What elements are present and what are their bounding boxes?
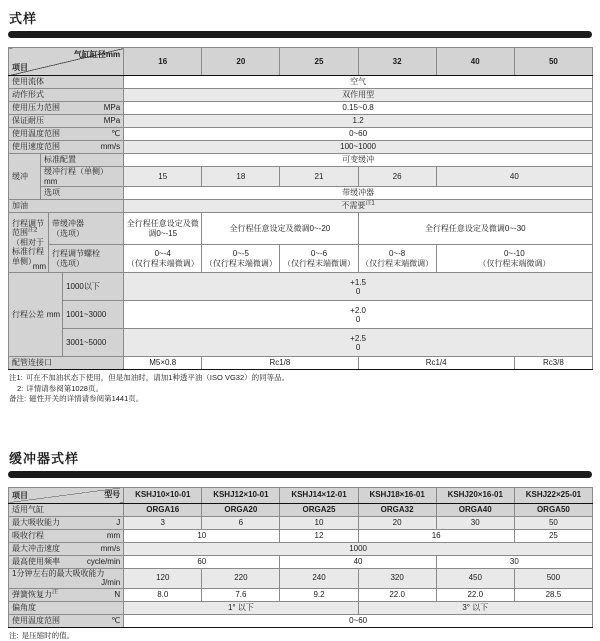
spring-note-ref: 注 xyxy=(52,589,59,596)
cushion-stroke-label: 缓冲行程（单侧）mm xyxy=(41,167,124,187)
tolerance-value-3: +2.5 0 xyxy=(124,329,593,357)
piping-20-25: Rc1/8 xyxy=(202,357,358,370)
row-max-energy xyxy=(9,516,593,529)
temp-unit: ℃ xyxy=(111,129,121,139)
fluid-value: 空气 xyxy=(124,76,593,89)
energy-3: 10 xyxy=(280,516,358,529)
spring-5: 22.0 xyxy=(436,588,514,601)
absorb-2: 220 xyxy=(202,568,280,588)
piping-50: Rc3/8 xyxy=(514,357,592,370)
cushion-section-bar xyxy=(8,471,592,478)
cushion-header-row xyxy=(9,487,593,503)
proof-label: 保证耐压 MPa xyxy=(9,115,124,128)
spec-notes xyxy=(9,373,592,405)
action-value: 双作用型 xyxy=(124,89,593,102)
cyl-3: ORGA25 xyxy=(280,503,358,516)
adjust-group-label: 行程调节范围$^{注2}$（相对于标准行程单侧） mm xyxy=(9,213,49,273)
temp-value: 0~60 xyxy=(124,128,593,141)
cushion-stroke-40-50: 40 xyxy=(436,167,592,187)
cushion-note: 注: 是压缩时的值。 xyxy=(9,630,75,640)
stroke-6: 25 xyxy=(514,529,592,542)
row-adjust-bolt xyxy=(9,245,593,273)
row-applicable-cylinder xyxy=(9,503,593,516)
energy-1: 3 xyxy=(124,516,202,529)
row-tolerance-3 xyxy=(9,329,593,357)
spec-header-row xyxy=(9,48,593,76)
spring-6: 28.5 xyxy=(514,588,592,601)
row-adjust-buffer xyxy=(9,213,593,245)
spring-3: 9.2 xyxy=(280,588,358,601)
bore-25-header: 25 xyxy=(280,48,358,76)
row-absorb-per-min xyxy=(9,568,593,588)
row-max-frequency xyxy=(9,555,593,568)
row-eccentric-angle xyxy=(9,601,593,614)
adjust-bolt-40-50: 0~-10 （仅行程末端微调） xyxy=(436,245,592,273)
bore-16-header: 16 xyxy=(124,48,202,76)
cushion-stroke-25: 21 xyxy=(280,167,358,187)
tolerance-range-1: 1000以下 xyxy=(63,273,124,301)
cyl-1: ORGA16 xyxy=(124,503,202,516)
cushion-standard-value: 可变缓冲 xyxy=(124,154,593,167)
bore-32-header: 32 xyxy=(358,48,436,76)
cushion-section-title: 缓冲器式样 xyxy=(9,450,80,466)
adjust-bolt-20: 0~-5 （仅行程末端微调） xyxy=(202,245,280,273)
row-cushion-standard xyxy=(9,154,593,167)
row-pressure xyxy=(9,102,593,115)
piping-16: M5×0.8 xyxy=(124,357,202,370)
model-4-header: KSHJ18×16-01 xyxy=(358,487,436,503)
row-absorb-stroke xyxy=(9,529,593,542)
section-gap xyxy=(8,405,592,445)
cushion-table xyxy=(8,487,593,628)
row-impact-speed xyxy=(9,542,593,555)
adjust-buffer-32-50: 全行程任意设定及微调0~-30 xyxy=(358,213,592,245)
energy-5: 30 xyxy=(436,516,514,529)
model-6-header: KSHJ22×25-01 xyxy=(514,487,592,503)
row-speed xyxy=(9,141,593,154)
row-cushion-stroke xyxy=(9,167,593,187)
impact-label: 最大冲击速度 mm/s xyxy=(9,542,124,555)
cyl-5: ORGA40 xyxy=(436,503,514,516)
tolerance-range-2: 1001~3000 xyxy=(63,301,124,329)
temp2-label: 使用温度范围 ℃ xyxy=(9,614,124,627)
spec-corner-cell xyxy=(9,48,124,76)
row-lubrication xyxy=(9,200,593,213)
adjust-bolt-32: 0~-8 （仅行程末端微调） xyxy=(358,245,436,273)
row-temp xyxy=(9,128,593,141)
lubrication-label: 加油 xyxy=(9,200,124,213)
note-2: 2: 详情请参阅第1028页。 xyxy=(17,383,103,393)
piping-32-40: Rc1/4 xyxy=(358,357,514,370)
row-spring-force xyxy=(9,588,593,601)
stroke-label: 吸收行程 mm xyxy=(9,529,124,542)
note-1: 注1: 可在不加油状态下使用，但是加油时，请加1种透平油（ISO VG32）的同等品。 xyxy=(9,373,290,383)
pressure-value: 0.15~0.8 xyxy=(124,102,593,115)
adjust-buffer-label: 带缓冲器 （选项） xyxy=(49,213,124,245)
tolerance-unit: mm xyxy=(46,309,61,319)
impact-value: 1000 xyxy=(124,542,593,555)
absorb-4: 320 xyxy=(358,568,436,588)
energy-2: 6 xyxy=(202,516,280,529)
row-temp-range xyxy=(9,614,593,627)
lubrication-note-ref: 注1 xyxy=(365,200,375,207)
adjust-bolt-label: 行程调节螺栓 （选项） xyxy=(49,245,124,273)
fluid-label: 使用流体 xyxy=(9,76,124,89)
bore-50-header: 50 xyxy=(514,48,592,76)
freq-5-6: 30 xyxy=(436,555,592,568)
model-5-header: KSHJ20×16-01 xyxy=(436,487,514,503)
energy-label: 最大吸收能力 J xyxy=(9,516,124,529)
pressure-unit: MPa xyxy=(103,103,121,113)
tolerance-value-2: +2.0 0 xyxy=(124,301,593,329)
row-proof xyxy=(9,115,593,128)
freq-3-4: 40 xyxy=(280,555,436,568)
corner-model-label: 型号 xyxy=(104,489,121,499)
model-3-header: KSHJ14×12-01 xyxy=(280,487,358,503)
energy-6: 50 xyxy=(514,516,592,529)
absorb-1: 120 xyxy=(124,568,202,588)
temp-label: 使用温度范围 ℃ xyxy=(9,128,124,141)
cushion-stroke-20: 18 xyxy=(202,167,280,187)
speed-value: 100~1000 xyxy=(124,141,593,154)
freq-label: 最高使用频率 cycle/min xyxy=(9,555,124,568)
cyl-label: 适用气缸 xyxy=(9,503,124,516)
angle-4-6: 3° 以下 xyxy=(358,601,592,614)
adjust-bolt-25: 0~-6 （仅行程末端微调） xyxy=(280,245,358,273)
cyl-4: ORGA32 xyxy=(358,503,436,516)
energy-4: 20 xyxy=(358,516,436,529)
row-piping xyxy=(9,357,593,370)
spec-table xyxy=(8,47,593,370)
proof-value: 1.2 xyxy=(124,115,593,128)
piping-label: 配管连接口 xyxy=(9,357,124,370)
corner-item-label: 项目 xyxy=(12,63,28,73)
temp2-value: 0~60 xyxy=(124,614,593,627)
stroke-3: 12 xyxy=(280,529,358,542)
tolerance-value-1: +1.5 0 xyxy=(124,273,593,301)
lubrication-value: 不需要$^{注1}$ xyxy=(124,200,593,213)
spring-4: 22.0 xyxy=(358,588,436,601)
note-remark: 备注: 磁性开关的详情请参阅第1441页。 xyxy=(9,394,144,404)
adjust-buffer-16: 全行程任意设定及微调0~-15 xyxy=(124,213,202,245)
corner-item-label: 项目 xyxy=(12,491,28,501)
model-2-header: KSHJ12×10-01 xyxy=(202,487,280,503)
cushion-corner-cell xyxy=(9,487,124,503)
bore-20-header: 20 xyxy=(202,48,280,76)
tolerance-range-3: 3001~5000 xyxy=(63,329,124,357)
adjust-unit: mm xyxy=(32,261,47,271)
row-action xyxy=(9,89,593,102)
tolerance-group-label: 行程公差 mm xyxy=(9,273,63,357)
cyl-6: ORGA50 xyxy=(514,503,592,516)
absorb-label: 1分钟左右的最大吸收能力 J/min xyxy=(9,568,124,588)
corner-bore-label: 气缸缸径mm xyxy=(73,50,121,59)
stroke-1-2: 10 xyxy=(124,529,280,542)
row-tolerance-2 xyxy=(9,301,593,329)
cushion-standard-label: 标准配置 xyxy=(41,154,124,167)
spec-section-bar xyxy=(8,31,592,38)
adjust-bolt-16: 0~-4 （仅行程末端微调） xyxy=(124,245,202,273)
adjust-note-ref: 注2 xyxy=(28,227,38,234)
stroke-4-5: 16 xyxy=(358,529,514,542)
model-1-header: KSHJ10×10-01 xyxy=(124,487,202,503)
speed-unit: mm/s xyxy=(100,142,121,152)
spring-2: 7.6 xyxy=(202,588,280,601)
action-label: 动作形式 xyxy=(9,89,124,102)
spec-section-title: 式样 xyxy=(9,11,38,26)
adjust-buffer-20-25: 全行程任意设定及微调0~-20 xyxy=(202,213,358,245)
cushion-stroke-16: 15 xyxy=(124,167,202,187)
absorb-3: 240 xyxy=(280,568,358,588)
absorb-6: 500 xyxy=(514,568,592,588)
cushion-option-value: 带缓冲器 xyxy=(124,187,593,200)
cushion-group-label: 缓冲 xyxy=(9,154,41,200)
absorb-5: 450 xyxy=(436,568,514,588)
cushion-stroke-32: 26 xyxy=(358,167,436,187)
spring-1: 8.0 xyxy=(124,588,202,601)
angle-label: 偏角度 xyxy=(9,601,124,614)
spring-label: 弹簧恢复力$^注$ N xyxy=(9,588,124,601)
row-fluid xyxy=(9,76,593,89)
cushion-option-label: 选项 xyxy=(41,187,124,200)
row-cushion-option xyxy=(9,187,593,200)
speed-label: 使用速度范围 mm/s xyxy=(9,141,124,154)
pressure-label: 使用压力范围 MPa xyxy=(9,102,124,115)
cyl-2: ORGA20 xyxy=(202,503,280,516)
freq-1-2: 60 xyxy=(124,555,280,568)
bore-40-header: 40 xyxy=(436,48,514,76)
proof-unit: MPa xyxy=(103,116,121,126)
angle-1-3: 1° 以下 xyxy=(124,601,358,614)
row-tolerance-1 xyxy=(9,273,593,301)
